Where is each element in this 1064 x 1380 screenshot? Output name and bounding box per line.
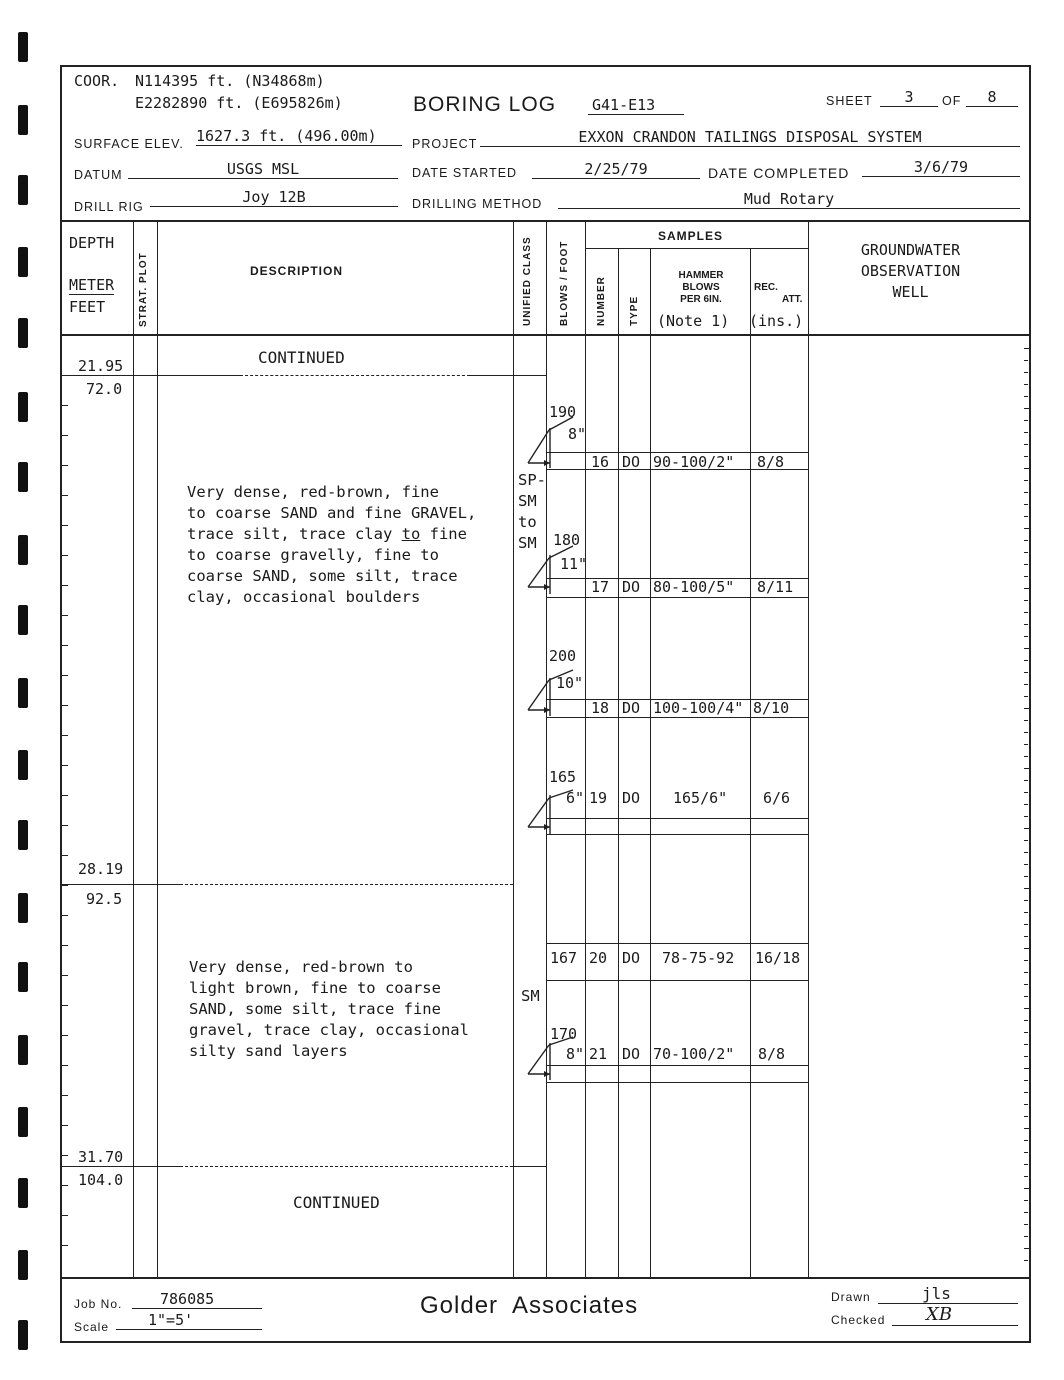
job-number: 786085 bbox=[132, 1290, 262, 1309]
scale-tick bbox=[1024, 912, 1028, 913]
scale-tick bbox=[1024, 936, 1028, 937]
datum-label: DATUM bbox=[74, 168, 123, 182]
scale-tick bbox=[1024, 792, 1028, 793]
scale-tick bbox=[1024, 1092, 1028, 1093]
punch-hole bbox=[18, 678, 28, 708]
scale-tick bbox=[1024, 1116, 1028, 1117]
punch-hole bbox=[18, 247, 28, 277]
punch-hole bbox=[18, 1320, 28, 1350]
project-label: PROJECT bbox=[412, 137, 478, 151]
drilling-method-label: DRILLING METHOD bbox=[412, 197, 543, 211]
scale-tick bbox=[1024, 1056, 1028, 1057]
col-line-number bbox=[618, 248, 619, 1277]
drawn-label: Drawn bbox=[831, 1290, 871, 1304]
punch-hole bbox=[18, 32, 28, 62]
sample-blows: 70-100/2" bbox=[653, 1045, 735, 1063]
scale-tick bbox=[1024, 756, 1028, 757]
blow-bottom: 6" bbox=[566, 789, 585, 807]
scale-tick bbox=[1024, 1152, 1028, 1153]
sheet-total: 8 bbox=[966, 88, 1018, 107]
surface-elev-label: SURFACE ELEV. bbox=[74, 137, 184, 151]
log-id: G41-E13 bbox=[588, 96, 684, 115]
depth-tick bbox=[61, 1035, 68, 1036]
sample-number: 21 bbox=[589, 1045, 608, 1063]
scale-tick bbox=[1024, 852, 1028, 853]
depth-tick bbox=[61, 1215, 68, 1216]
company-name: Golder Associates bbox=[420, 1292, 639, 1319]
sample-blows: 80-100/5" bbox=[653, 578, 735, 596]
scale-tick bbox=[1024, 576, 1028, 577]
depth-tick bbox=[61, 405, 68, 406]
scale-tick bbox=[1024, 420, 1028, 421]
punch-hole bbox=[18, 1035, 28, 1065]
scale-tick bbox=[1024, 696, 1028, 697]
scale-tick bbox=[1024, 816, 1028, 817]
scale-tick bbox=[1024, 1140, 1028, 1141]
scale-tick bbox=[1024, 1164, 1028, 1165]
col-line-hammer bbox=[750, 248, 751, 1277]
layer-1-class: SP- SM to SM bbox=[518, 471, 546, 552]
of-label: OF bbox=[942, 94, 962, 108]
boundary-1-dashed bbox=[240, 375, 470, 376]
samples-subheader-line bbox=[585, 248, 808, 249]
punch-hole bbox=[18, 1250, 28, 1280]
punch-hole bbox=[18, 893, 28, 923]
scale-tick bbox=[1024, 612, 1028, 613]
scale-tick bbox=[1024, 552, 1028, 553]
scale-tick bbox=[1024, 828, 1031, 829]
scale-tick bbox=[1024, 1212, 1028, 1213]
drill-rig-label: DRILL RIG bbox=[74, 200, 144, 214]
sample-number: 20 bbox=[589, 949, 608, 967]
scale-tick bbox=[1024, 636, 1028, 637]
punch-hole bbox=[18, 820, 28, 850]
sample-type: DO bbox=[622, 699, 641, 717]
scale-tick bbox=[1024, 840, 1028, 841]
punch-hole bbox=[18, 750, 28, 780]
sample-blows: 90-100/2" bbox=[653, 453, 735, 471]
blow-top: 165 bbox=[549, 768, 577, 786]
punch-hole bbox=[18, 962, 28, 992]
sample-type: DO bbox=[622, 453, 641, 471]
scale-tick bbox=[1024, 444, 1028, 445]
scale-tick bbox=[1024, 1044, 1028, 1045]
coor-label: COOR. bbox=[74, 72, 120, 90]
feet-header: FEET bbox=[69, 298, 106, 316]
blow-bottom: 11" bbox=[560, 555, 588, 573]
depth-tick bbox=[61, 675, 68, 676]
boundary-1-class bbox=[470, 375, 546, 376]
scale-tick bbox=[1024, 540, 1028, 541]
type-header: TYPE bbox=[629, 295, 640, 326]
col-line-type bbox=[650, 248, 651, 1277]
depth-tick bbox=[61, 735, 68, 736]
hammer-note: (Note 1) bbox=[657, 312, 730, 330]
depth-tick bbox=[61, 1065, 68, 1066]
surface-elev: 1627.3 ft. (496.00m) bbox=[196, 127, 402, 146]
scale-tick bbox=[1024, 1260, 1028, 1261]
scale-tick bbox=[1024, 720, 1028, 721]
sample-blows: 100-100/4" bbox=[653, 699, 744, 717]
job-label: Job No. bbox=[74, 1297, 123, 1311]
sample-rec: 16/18 bbox=[755, 949, 801, 967]
boundary-1-solid bbox=[60, 375, 240, 376]
boundary-3-solid bbox=[60, 1166, 180, 1167]
continued-bottom: CONTINUED bbox=[293, 1193, 380, 1212]
scale-tick bbox=[1024, 672, 1028, 673]
depth-tick bbox=[61, 465, 68, 466]
punch-hole bbox=[18, 462, 28, 492]
scale-tick bbox=[1024, 1068, 1031, 1069]
drill-rig: Joy 12B bbox=[150, 188, 398, 207]
depth-tick bbox=[61, 975, 68, 976]
sample-number: 19 bbox=[589, 789, 608, 807]
sample-number: 17 bbox=[591, 578, 610, 596]
sample-rec: 8/11 bbox=[757, 578, 794, 596]
scale-tick bbox=[1024, 528, 1031, 529]
blow-bottom: 10" bbox=[556, 674, 584, 692]
depth-tick bbox=[61, 1125, 68, 1126]
scale-tick bbox=[1024, 360, 1028, 361]
depth-tick bbox=[61, 555, 68, 556]
scale-tick bbox=[1024, 564, 1028, 565]
date-completed: 3/6/79 bbox=[862, 158, 1020, 177]
scale-tick bbox=[1024, 1080, 1028, 1081]
scale-tick bbox=[1024, 768, 1031, 769]
rec-units: (ins.) bbox=[749, 312, 804, 330]
scale-tick bbox=[1024, 888, 1031, 889]
scale-tick bbox=[1024, 648, 1031, 649]
sample-type: DO bbox=[622, 789, 641, 807]
depth-tick bbox=[61, 825, 68, 826]
scale-tick bbox=[1024, 348, 1031, 349]
page-title: BORING LOG bbox=[413, 93, 557, 116]
scale-tick bbox=[1024, 396, 1028, 397]
scale-tick bbox=[1024, 432, 1028, 433]
drawn-initials: jls bbox=[878, 1284, 1018, 1304]
scale-tick bbox=[1024, 804, 1028, 805]
footer-divider bbox=[60, 1277, 1031, 1279]
sheet-label: SHEET bbox=[826, 94, 873, 108]
depth-tick bbox=[61, 1095, 68, 1096]
rec-header: REC. bbox=[754, 282, 778, 293]
date-completed-label: DATE COMPLETED bbox=[708, 165, 850, 181]
hammer-header-3: PER 6IN. bbox=[680, 294, 722, 305]
depth-tick bbox=[61, 945, 68, 946]
depth-tick bbox=[61, 1155, 68, 1156]
scale-tick bbox=[1024, 876, 1028, 877]
sample-blows: 165/6" bbox=[673, 789, 728, 807]
blow-bottom: 8" bbox=[568, 425, 587, 443]
boundary-3-dashed bbox=[180, 1166, 513, 1167]
scale-label: Scale bbox=[74, 1320, 110, 1334]
depth-meter-1: 21.95 bbox=[78, 357, 124, 375]
scale-tick bbox=[1024, 600, 1028, 601]
scale-tick bbox=[1024, 504, 1028, 505]
depth-tick bbox=[61, 885, 68, 886]
punch-hole bbox=[18, 318, 28, 348]
punch-hole bbox=[18, 392, 28, 422]
col-line-strat bbox=[157, 220, 158, 1277]
depth-tick bbox=[61, 495, 68, 496]
depth-feet-3: 104.0 bbox=[78, 1171, 124, 1189]
scale-tick bbox=[1024, 960, 1028, 961]
date-started: 2/25/79 bbox=[532, 160, 700, 179]
scale-tick bbox=[1024, 1008, 1031, 1009]
gw-header-3: WELL bbox=[892, 283, 929, 301]
scale-tick bbox=[1024, 588, 1031, 589]
hammer-header-2: BLOWS bbox=[682, 282, 720, 293]
col-line-depth bbox=[133, 220, 134, 1277]
scale-tick bbox=[1024, 1128, 1031, 1129]
sample-number: 18 bbox=[591, 699, 610, 717]
scale-tick bbox=[1024, 1224, 1028, 1225]
depth-tick bbox=[61, 855, 68, 856]
sample-rec: 8/10 bbox=[753, 699, 790, 717]
sample-blows: 78-75-92 bbox=[662, 949, 735, 967]
punch-hole bbox=[18, 1107, 28, 1137]
scale-tick bbox=[1024, 780, 1028, 781]
col-line-rec bbox=[808, 220, 809, 1277]
layer-2-description: Very dense, red-brown to light brown, fine to coarse SAND, some silt, trace fine gravel, trace clay, occasional silty sand layers bbox=[189, 958, 469, 1060]
depth-meter-3: 31.70 bbox=[78, 1148, 124, 1166]
att-header: ATT. bbox=[782, 294, 803, 305]
strat-plot-header: STRAT. PLOT bbox=[138, 252, 149, 327]
scale-tick bbox=[1024, 1236, 1028, 1237]
samples-header: SAMPLES bbox=[658, 229, 724, 243]
depth-meter-2: 28.19 bbox=[78, 860, 124, 878]
punch-hole bbox=[18, 175, 28, 205]
scale-tick bbox=[1024, 972, 1028, 973]
depth-tick bbox=[61, 435, 68, 436]
scale-tick bbox=[1024, 1032, 1028, 1033]
gw-header-1: GROUNDWATER bbox=[860, 241, 961, 259]
scale-tick bbox=[1024, 372, 1028, 373]
depth-feet-2: 92.5 bbox=[86, 890, 123, 908]
scale-tick bbox=[1024, 516, 1028, 517]
scale-tick bbox=[1024, 408, 1031, 409]
scale-tick bbox=[1024, 384, 1028, 385]
scale-tick bbox=[1024, 492, 1028, 493]
scale-tick bbox=[1024, 624, 1028, 625]
col-line-desc bbox=[513, 220, 514, 1277]
blow-top: 167 bbox=[550, 949, 578, 967]
scale-tick bbox=[1024, 996, 1028, 997]
sample-rec: 6/6 bbox=[763, 789, 791, 807]
sample-rec: 8/8 bbox=[758, 1045, 786, 1063]
blow-slash-marks bbox=[520, 380, 590, 1100]
scale-tick bbox=[1024, 1188, 1031, 1189]
scale-tick bbox=[1024, 708, 1031, 709]
layer-1-description: Very dense, red-brown, fine to coarse SAND and fine GRAVEL, trace silt, trace clay to fine to coarse gravelly, fine to coarse SAND, some silt, trace clay, occasional boulders bbox=[187, 483, 477, 606]
groundwater-header bbox=[808, 240, 1013, 303]
date-started-label: DATE STARTED bbox=[412, 166, 518, 180]
scale-tick bbox=[1024, 1200, 1028, 1201]
scale-tick bbox=[1024, 900, 1028, 901]
scale-tick bbox=[1024, 984, 1028, 985]
blow-top: 180 bbox=[553, 531, 581, 549]
checked-initials: XB bbox=[892, 1304, 1018, 1326]
scale-tick bbox=[1024, 948, 1031, 949]
depth-header: DEPTH bbox=[69, 234, 115, 252]
scale-tick bbox=[1024, 1248, 1031, 1249]
scale-tick bbox=[1024, 1176, 1028, 1177]
blow-bottom: 8" bbox=[566, 1045, 585, 1063]
scale-tick bbox=[1024, 480, 1028, 481]
blow-top: 200 bbox=[549, 647, 577, 665]
scale-value: 1"=5' bbox=[116, 1311, 262, 1330]
depth-tick bbox=[61, 765, 68, 766]
boundary-2-solid bbox=[60, 884, 180, 885]
scale-tick bbox=[1024, 864, 1028, 865]
project-name: EXXON CRANDON TAILINGS DISPOSAL SYSTEM bbox=[480, 128, 1020, 147]
depth-tick bbox=[61, 915, 68, 916]
depth-tick bbox=[61, 525, 68, 526]
sheet-number: 3 bbox=[880, 88, 938, 107]
continued-top: CONTINUED bbox=[258, 348, 345, 367]
scale-tick bbox=[1024, 684, 1028, 685]
depth-tick bbox=[61, 795, 68, 796]
punch-hole bbox=[18, 605, 28, 635]
depth-tick bbox=[61, 645, 68, 646]
scale-tick bbox=[1024, 744, 1028, 745]
hammer-header-1: HAMMER bbox=[678, 270, 724, 281]
sample-number: 16 bbox=[591, 453, 610, 471]
boundary-3-class bbox=[513, 1166, 546, 1167]
blow-top: 190 bbox=[549, 403, 577, 421]
gw-header-2: OBSERVATION bbox=[860, 262, 961, 280]
description-header: DESCRIPTION bbox=[250, 264, 344, 278]
scale-tick bbox=[1024, 1104, 1028, 1105]
scale-tick bbox=[1024, 924, 1028, 925]
depth-tick bbox=[61, 585, 68, 586]
number-header: NUMBER bbox=[596, 276, 607, 326]
depth-feet-1: 72.0 bbox=[86, 380, 123, 398]
depth-tick bbox=[61, 705, 68, 706]
depth-tick bbox=[61, 1185, 68, 1186]
coor-north: N114395 ft. (N34868m) bbox=[135, 72, 325, 90]
punch-hole bbox=[18, 105, 28, 135]
boundary-2-dashed bbox=[180, 884, 513, 885]
underlined-to: to bbox=[401, 525, 421, 543]
scale-tick bbox=[1024, 456, 1028, 457]
sample-rec: 8/8 bbox=[757, 453, 785, 471]
depth-tick bbox=[61, 1245, 68, 1246]
sample-type: DO bbox=[622, 578, 641, 596]
scale-tick bbox=[1024, 732, 1028, 733]
hammer-header bbox=[652, 270, 750, 306]
scale-tick bbox=[1024, 468, 1031, 469]
datum-value: USGS MSL bbox=[128, 160, 398, 179]
scale-tick bbox=[1024, 660, 1028, 661]
coor-east: E2282890 ft. (E695826m) bbox=[135, 94, 343, 112]
drilling-method: Mud Rotary bbox=[558, 190, 1020, 209]
sample-type: DO bbox=[622, 949, 641, 967]
punch-hole bbox=[18, 535, 28, 565]
meter-header: METER bbox=[69, 276, 115, 294]
unified-class-header: UNIFIED CLASS bbox=[522, 236, 533, 326]
depth-tick bbox=[61, 615, 68, 616]
sample-type: DO bbox=[622, 1045, 641, 1063]
checked-label: Checked bbox=[831, 1313, 886, 1327]
layer-2-class: SM bbox=[521, 987, 540, 1005]
blow-top: 170 bbox=[550, 1025, 578, 1043]
punch-hole bbox=[18, 1178, 28, 1208]
depth-tick bbox=[61, 1005, 68, 1006]
blows-foot-header: BLOWS / FOOT bbox=[559, 240, 570, 326]
scale-tick bbox=[1024, 1020, 1028, 1021]
